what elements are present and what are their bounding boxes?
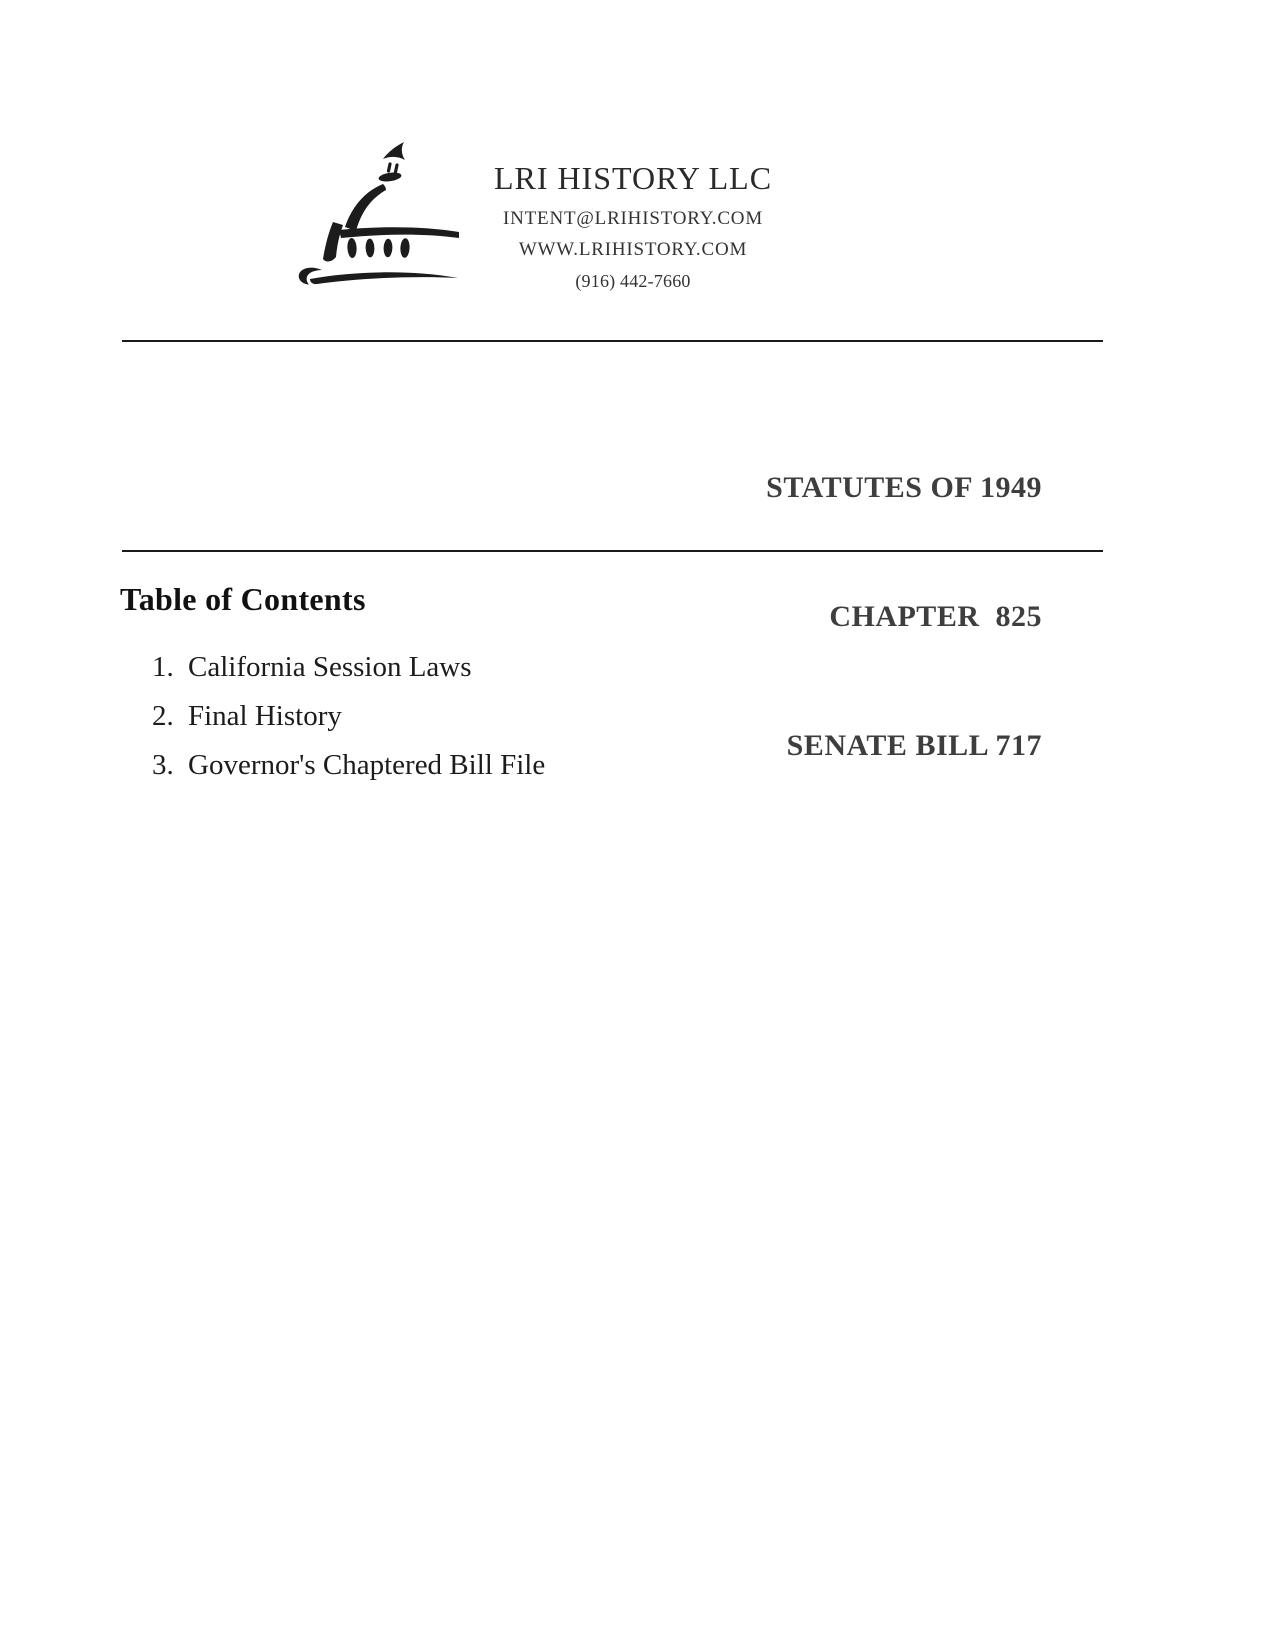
toc-item-session-laws: [152, 652, 545, 682]
toc-item-label: California Session Laws: [188, 651, 472, 683]
toc-item-label: Final History: [188, 700, 342, 732]
chapter-line: CHAPTER 825: [829, 600, 1042, 633]
horizontal-rule-top: [122, 340, 1103, 342]
toc-item-final-history: [152, 701, 545, 731]
toc-item-label: Governor's Chaptered Bill File: [188, 749, 546, 781]
senate-bill-line: SENATE BILL 717: [786, 729, 1042, 762]
toc-list: [152, 652, 545, 799]
company-name: LRI HISTORY LLC: [493, 160, 773, 196]
statutes-line: STATUTES OF 1949: [766, 471, 1042, 504]
capitol-dome-logo-icon: [295, 128, 460, 288]
company-website: WWW.LRIHISTORY.COM: [518, 239, 748, 260]
company-email: INTENT@LRIHISTORY.COM: [502, 208, 764, 229]
toc-item-number: 3.: [152, 749, 174, 781]
toc-title: Table of Contents: [120, 581, 366, 617]
horizontal-rule-bottom: [122, 550, 1103, 552]
toc-item-number: 2.: [152, 700, 174, 732]
case-reference-block: [766, 380, 1042, 853]
toc-item-chaptered-bill-file: [152, 750, 545, 780]
toc-item-number: 1.: [152, 651, 174, 683]
letterhead: [455, 160, 811, 292]
company-phone: (916) 442-7660: [575, 271, 691, 291]
